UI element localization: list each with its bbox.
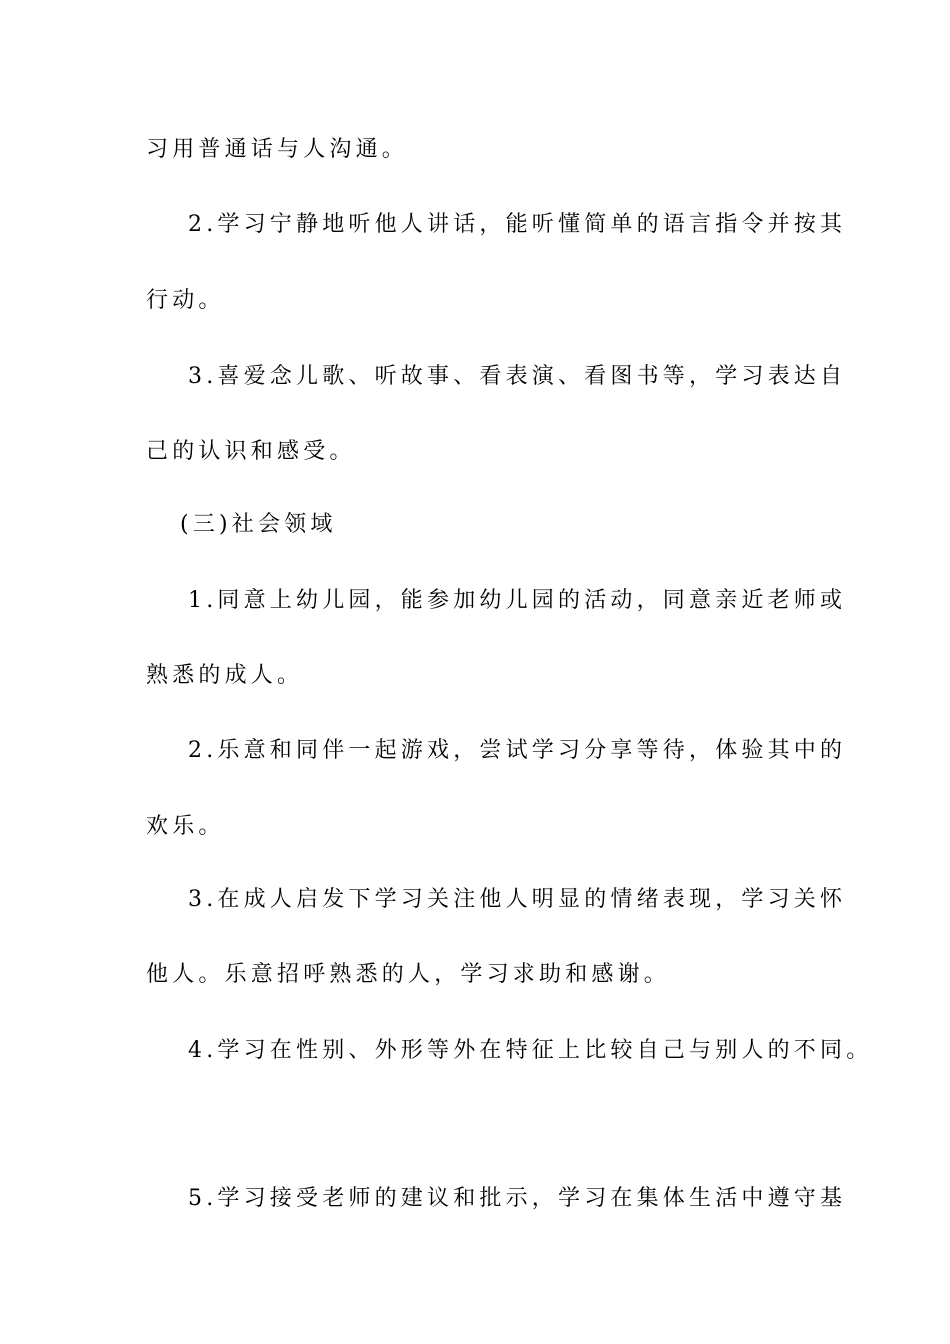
paragraph-line-11: 3.在成人启发下学习关注他人明显的情绪表现，学习关怀 bbox=[188, 887, 847, 912]
paragraph-line-1: 习用普通话与人沟通。 bbox=[146, 137, 409, 162]
paragraph-line-3: 行动。 bbox=[146, 288, 225, 313]
paragraph-line-8: 熟悉的成人。 bbox=[146, 663, 304, 688]
paragraph-line-10: 欢乐。 bbox=[146, 814, 225, 839]
paragraph-line-2: 2.学习宁静地听他人讲话，能听懂简单的语言指令并按其 bbox=[188, 212, 847, 237]
paragraph-line-12: 他人。乐意招呼熟悉的人，学习求助和感谢。 bbox=[146, 962, 671, 987]
section-heading: (三)社会领域 bbox=[180, 512, 337, 537]
paragraph-line-13: 4.学习在性别、外形等外在特征上比较自己与别人的不同。 bbox=[188, 1038, 873, 1063]
paragraph-line-4: 3.喜爱念儿歌、听故事、看表演、看图书等，学习表达自 bbox=[188, 364, 847, 389]
paragraph-line-7: 1.同意上幼儿园，能参加幼儿园的活动，同意亲近老师或 bbox=[188, 588, 847, 613]
paragraph-line-9: 2.乐意和同伴一起游戏，尝试学习分享等待，体验其中的 bbox=[188, 738, 847, 763]
paragraph-line-14: 5.学习接受老师的建议和批示，学习在集体生活中遵守基 bbox=[188, 1186, 847, 1211]
paragraph-line-5: 己的认识和感受。 bbox=[146, 439, 356, 464]
